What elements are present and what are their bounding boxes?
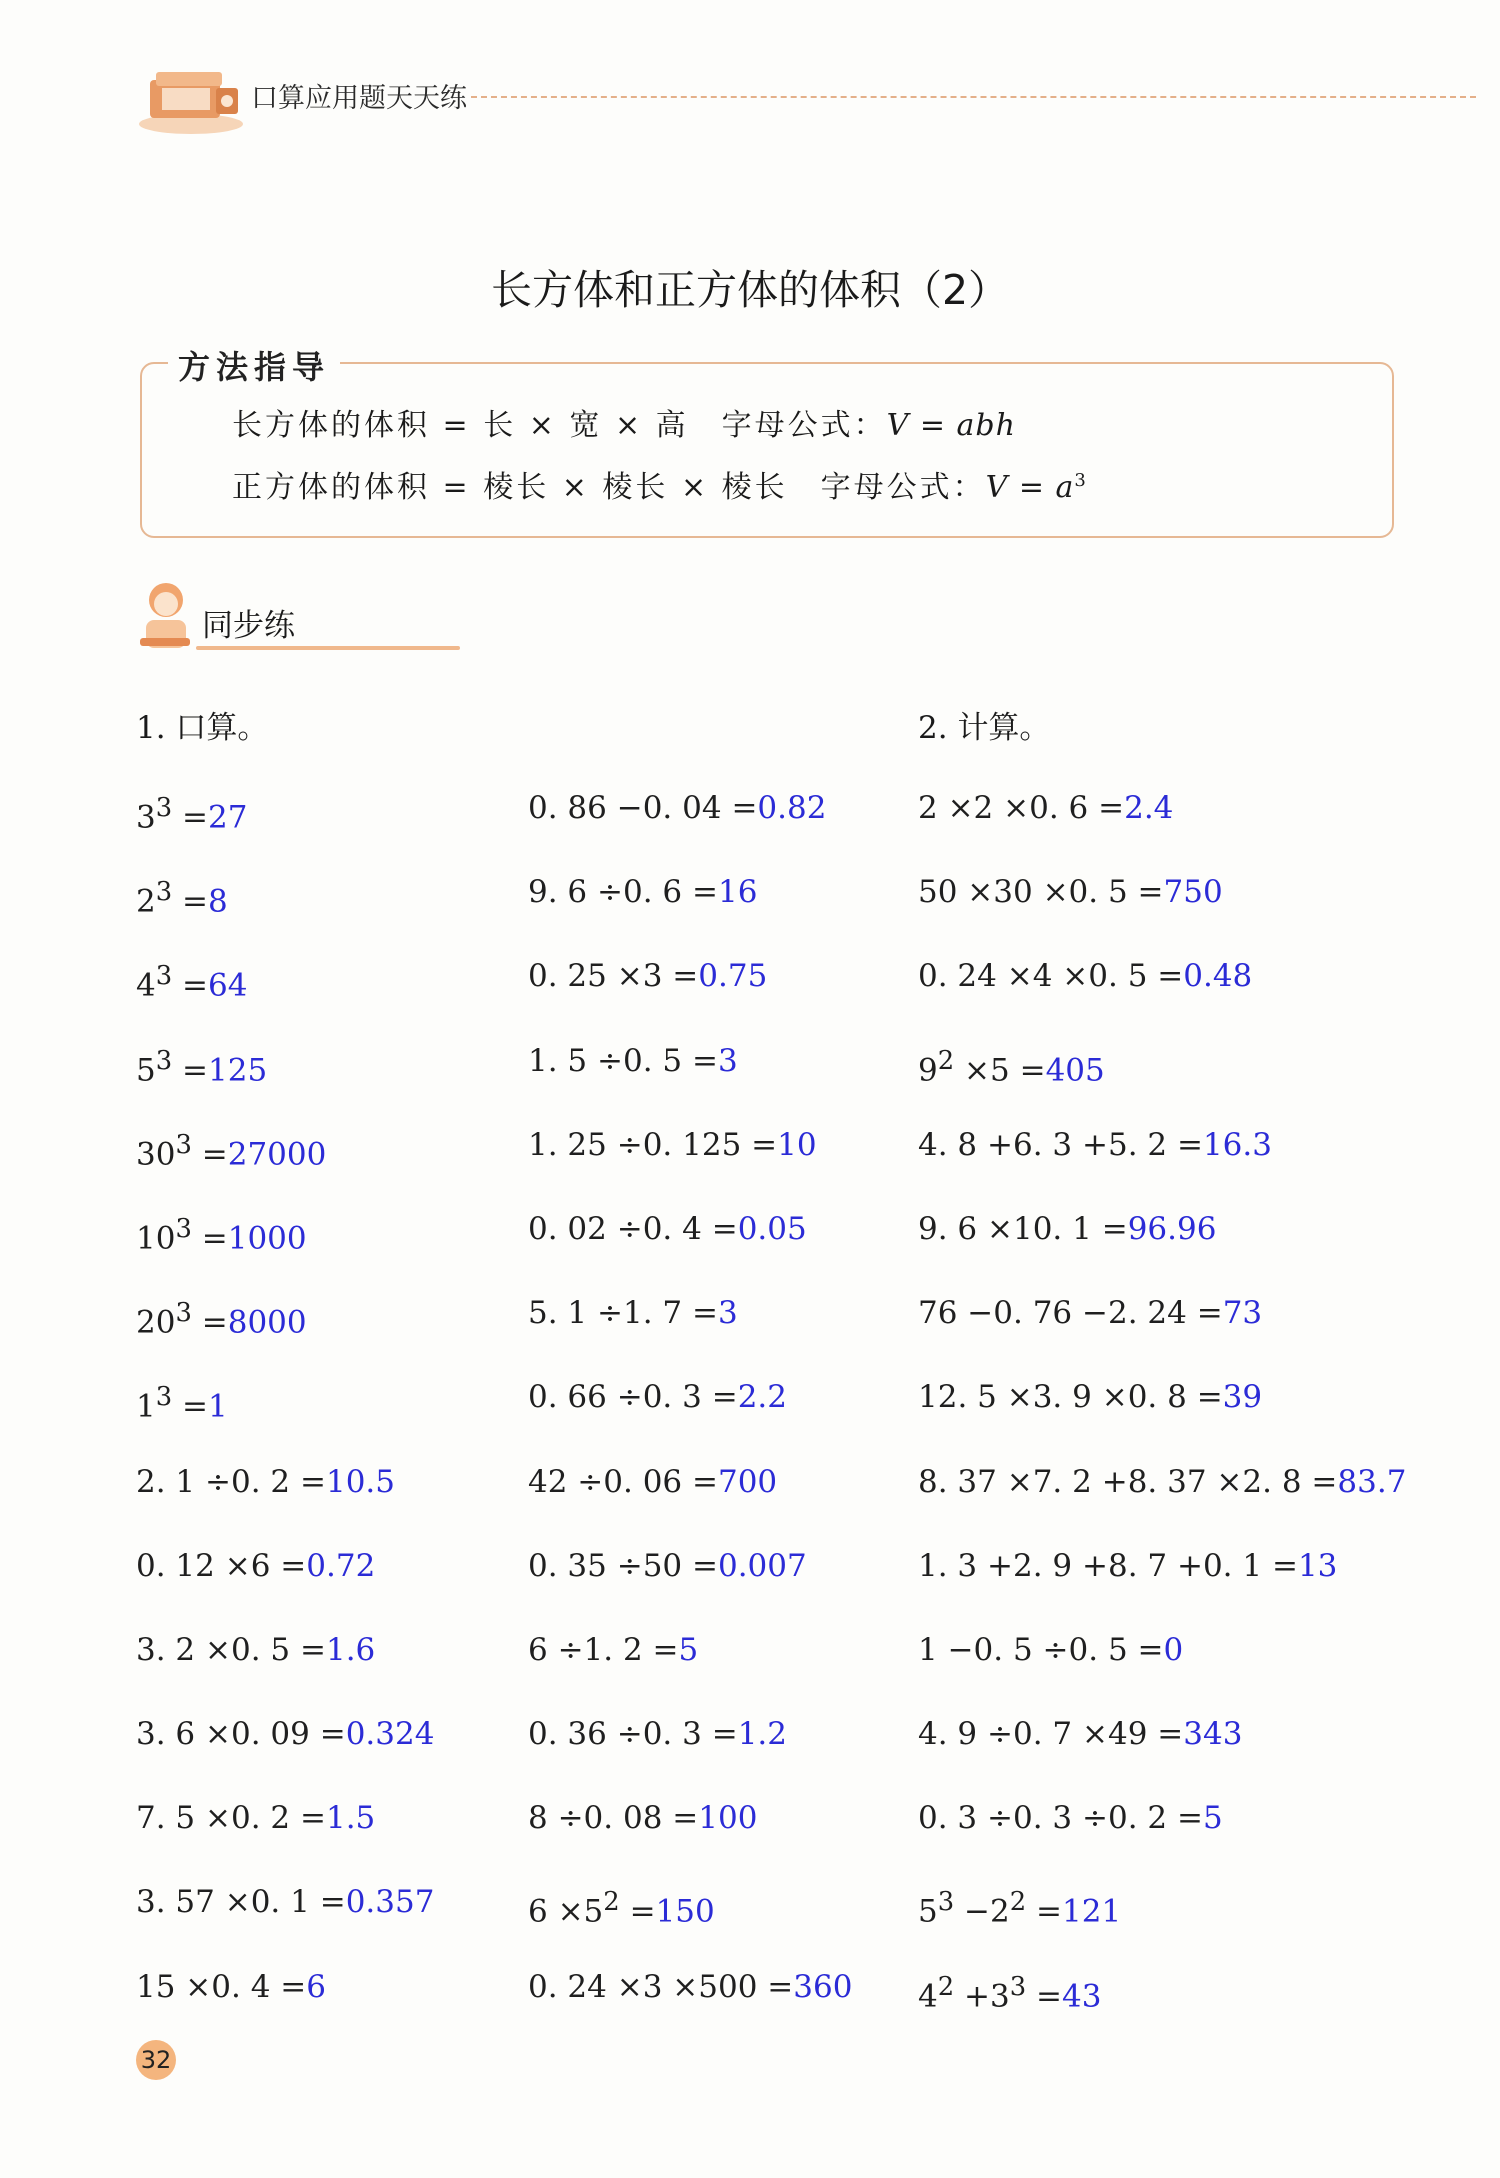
exercise-expression: ×5 = <box>954 1051 1046 1088</box>
answer: 0.48 <box>1183 958 1253 995</box>
exercise-expression: 1 −0. 5 ÷0. 5 = <box>918 1631 1164 1668</box>
exercise-row <box>528 1211 852 1295</box>
answer: 1.2 <box>737 1716 788 1753</box>
formula-exponent: 3 <box>1074 470 1089 491</box>
exercise-expression: −2 <box>954 1893 1010 1930</box>
answer: 700 <box>717 1463 778 1500</box>
answer: 150 <box>655 1893 715 1930</box>
exercise-row <box>918 1548 1406 1632</box>
exercise-row <box>136 958 434 1042</box>
exercise-row <box>918 1211 1406 1295</box>
exercise-row <box>918 1464 1406 1548</box>
answer: 27000 <box>227 1136 327 1173</box>
answer: 96.96 <box>1127 1210 1217 1247</box>
formula-letters: V = abh <box>886 408 1016 443</box>
exercise-expression: 30 <box>136 1136 176 1173</box>
exercise-row <box>136 1211 434 1295</box>
method-guide-title: 方法指导 <box>168 342 340 388</box>
exercise-row <box>918 1379 1406 1463</box>
exercise-expression: 1 <box>136 1388 156 1425</box>
answer: 6 <box>306 1968 326 2005</box>
answer: 0.007 <box>717 1547 807 1584</box>
exponent: 3 <box>937 1887 955 1918</box>
exercise-row <box>136 1043 434 1127</box>
answer: 2.4 <box>1124 790 1174 826</box>
answer: 73 <box>1222 1295 1263 1332</box>
exercise-row <box>528 1800 852 1884</box>
exponent: 3 <box>175 1129 192 1160</box>
exercise-row <box>136 1548 434 1632</box>
book-stack-icon <box>136 58 246 138</box>
answer: 13 <box>1297 1547 1338 1584</box>
exercise-row <box>918 1127 1406 1211</box>
answer: 43 <box>1062 1977 1102 2014</box>
answer: 16 <box>717 874 758 911</box>
formula-text: 正方体的体积 = 棱长 × 棱长 × 棱长 字母公式： <box>232 470 986 505</box>
exponent: 3 <box>155 793 173 823</box>
exercise-row <box>136 874 434 958</box>
exercise-row <box>918 1800 1406 1884</box>
answer: 343 <box>1183 1716 1243 1753</box>
exercise-expression: = <box>172 1388 209 1425</box>
exercise-row <box>918 958 1406 1042</box>
exercise-row <box>918 1969 1406 2053</box>
section-title: 计算。 <box>957 710 1051 746</box>
exercise-expression: 42 ÷0. 06 = <box>528 1463 718 1500</box>
answer: 1 <box>208 1388 228 1425</box>
answer: 39 <box>1222 1379 1263 1416</box>
answer: 16.3 <box>1202 1126 1272 1163</box>
header-divider <box>471 96 1476 98</box>
exercise-expression: = <box>1026 1977 1063 2014</box>
exercise-expression: 12. 5 ×3. 9 ×0. 8 = <box>918 1379 1223 1416</box>
exercise-expression: 0. 86 −0. 04 = <box>528 790 758 826</box>
exercise-expression: 4 <box>136 967 156 1004</box>
exercise-row <box>136 1379 434 1463</box>
answer: 27 <box>208 799 248 836</box>
exercise-expression: 1. 3 +2. 9 +8. 7 +0. 1 = <box>918 1547 1298 1584</box>
exercise-expression: 0. 24 ×4 ×0. 5 = <box>918 958 1184 995</box>
sync-underline <box>196 646 460 650</box>
cuboid-volume-formula <box>232 400 1016 444</box>
exercise-expression: 50 ×30 ×0. 5 = <box>918 874 1164 911</box>
exercise-expression: 9. 6 ×10. 1 = <box>918 1210 1128 1247</box>
exercise-row <box>528 1548 852 1632</box>
exercise-row <box>528 1043 852 1127</box>
exercise-expression: 8. 37 ×7. 2 +8. 37 ×2. 8 = <box>918 1463 1338 1500</box>
exercise-expression: 20 <box>136 1304 176 1341</box>
exercise-expression: = <box>1026 1893 1063 1930</box>
exercise-expression: 8 ÷0. 08 = <box>528 1800 699 1837</box>
exercise-expression: = <box>191 1220 228 1257</box>
exercise-row <box>136 1969 434 2053</box>
answer: 2.2 <box>737 1379 788 1416</box>
exercise-expression: 1. 25 ÷0. 125 = <box>528 1126 778 1163</box>
answer: 0.357 <box>345 1884 435 1921</box>
exercise-expression: 0. 35 ÷50 = <box>528 1547 718 1584</box>
exponent: 3 <box>155 1382 173 1413</box>
section-title: 口算。 <box>175 710 269 746</box>
exercise-row <box>528 790 852 874</box>
exercise-expression: 2 <box>136 883 156 920</box>
formula-letters: V = a <box>985 470 1075 505</box>
formula-text: 长方体的体积 = 长 × 宽 × 高 字母公式： <box>232 408 887 443</box>
exercise-expression: 4 <box>918 1977 938 2014</box>
exponent: 2 <box>937 1045 955 1076</box>
exponent: 3 <box>175 1298 192 1329</box>
exercise-row <box>918 1632 1406 1716</box>
exercise-expression: 6 ×5 <box>528 1893 604 1930</box>
exercise-expression: = <box>619 1893 656 1930</box>
exercise-expression: 4. 8 +6. 3 +5. 2 = <box>918 1126 1203 1163</box>
sync-practice-label: 同步练 <box>202 608 295 644</box>
exercise-expression: = <box>172 799 209 836</box>
exercise-row <box>528 1127 852 1211</box>
exercise-row <box>136 1884 434 1968</box>
lesson-title: 长方体和正方体的体积（2） <box>490 266 1010 314</box>
exercise-row <box>528 1884 852 1968</box>
exercise-expression: 9 <box>918 1051 938 1088</box>
exercise-expression: 10 <box>136 1220 176 1257</box>
page-number: 32 <box>136 2040 176 2080</box>
answer: 64 <box>208 967 248 1004</box>
answer: 0.75 <box>698 958 768 995</box>
section-1-heading <box>136 702 268 747</box>
exercise-expression: 3. 57 ×0. 1 = <box>136 1884 346 1921</box>
exercise-expression: 3 <box>136 799 156 836</box>
exercise-row <box>918 874 1406 958</box>
exercise-expression: 1. 5 ÷0. 5 = <box>528 1042 718 1079</box>
exercise-expression: 0. 12 ×6 = <box>136 1547 307 1584</box>
answer: 1000 <box>227 1220 307 1257</box>
exercise-expression: 2 ×2 ×0. 6 = <box>918 790 1125 826</box>
page-header <box>136 58 1476 138</box>
exercise-expression: 5 <box>918 1893 938 1930</box>
method-guide-box <box>140 348 1394 538</box>
exercise-expression: = <box>172 1051 209 1088</box>
exercise-expression: 3. 2 ×0. 5 = <box>136 1631 326 1668</box>
answer: 10.5 <box>325 1463 395 1500</box>
answer: 0.72 <box>306 1547 376 1584</box>
section-number: 1. <box>136 710 166 746</box>
exercise-expression: = <box>172 883 209 920</box>
answer: 3 <box>717 1042 738 1079</box>
section-2-heading <box>918 702 1050 747</box>
section-number: 2. <box>918 710 948 746</box>
answer: 405 <box>1045 1051 1105 1088</box>
answer: 8 <box>208 883 228 920</box>
exercise-expression: = <box>191 1304 228 1341</box>
exercise-row <box>136 1632 434 1716</box>
header-title: 口算应用题天天练 <box>251 83 467 114</box>
exponent: 3 <box>155 961 173 992</box>
answer: 1.5 <box>325 1800 376 1837</box>
exponent: 3 <box>1009 1971 1027 2002</box>
exponent: 3 <box>175 1213 192 1244</box>
exercise-row <box>528 958 852 1042</box>
exercise-expression: 15 ×0. 4 = <box>136 1968 307 2005</box>
exercise-row <box>136 1800 434 1884</box>
exercise-expression: 9. 6 ÷0. 6 = <box>528 874 718 911</box>
answer: 750 <box>1163 874 1223 911</box>
exercise-row <box>528 1632 852 1716</box>
exercise-expression: 4. 9 ÷0. 7 ×49 = <box>918 1716 1184 1753</box>
exercise-row <box>528 1464 852 1548</box>
answer: 0.05 <box>737 1210 807 1247</box>
exercise-expression: 5 <box>136 1051 156 1088</box>
mental-math-column-1 <box>136 790 434 2053</box>
exponent: 2 <box>603 1887 620 1918</box>
exercise-expression: 0. 25 ×3 = <box>528 958 699 995</box>
exercise-expression: 0. 66 ÷0. 3 = <box>528 1379 738 1416</box>
answer: 125 <box>208 1051 268 1088</box>
exercise-row <box>136 1127 434 1211</box>
mental-math-column-2 <box>528 790 852 2053</box>
exercise-expression: = <box>191 1136 228 1173</box>
answer: 100 <box>698 1800 758 1837</box>
exercise-row <box>528 874 852 958</box>
exercise-expression: 0. 3 ÷0. 3 ÷0. 2 = <box>918 1800 1203 1837</box>
exercise-expression: 0. 02 ÷0. 4 = <box>528 1210 738 1247</box>
exercise-row <box>136 1716 434 1800</box>
exercise-row <box>136 1464 434 1548</box>
answer: 0.82 <box>757 790 827 826</box>
exercise-expression: 0. 36 ÷0. 3 = <box>528 1716 738 1753</box>
exponent: 2 <box>937 1971 955 2002</box>
exponent: 2 <box>1009 1887 1027 1918</box>
answer: 1.6 <box>325 1631 376 1668</box>
exercise-row <box>528 1969 852 2053</box>
student-reading-icon <box>136 578 194 654</box>
exercise-row <box>918 1884 1406 1968</box>
answer: 3 <box>717 1295 738 1332</box>
answer: 0 <box>1163 1631 1184 1668</box>
calculation-column <box>918 790 1406 2053</box>
exponent: 3 <box>155 877 173 908</box>
exercise-expression: 0. 24 ×3 ×500 = <box>528 1968 794 2005</box>
answer: 83.7 <box>1337 1463 1407 1500</box>
exercise-row <box>918 1043 1406 1127</box>
exercise-row <box>918 1295 1406 1379</box>
answer: 360 <box>793 1968 853 2005</box>
exercise-expression: 3. 6 ×0. 09 = <box>136 1716 346 1753</box>
exercise-row <box>528 1295 852 1379</box>
exercise-expression: 2. 1 ÷0. 2 = <box>136 1463 326 1500</box>
exercise-expression: 5. 1 ÷1. 7 = <box>528 1295 718 1332</box>
exercise-row <box>528 1716 852 1800</box>
exercise-row <box>918 1716 1406 1800</box>
cube-volume-formula <box>232 462 1089 506</box>
exponent: 3 <box>155 1045 173 1076</box>
exercise-row <box>528 1379 852 1463</box>
exercise-row <box>136 1295 434 1379</box>
exercise-expression: +3 <box>954 1977 1010 2014</box>
exercise-expression: = <box>172 967 209 1004</box>
exercise-row <box>918 790 1406 874</box>
answer: 5 <box>1202 1800 1223 1837</box>
exercise-expression: 7. 5 ×0. 2 = <box>136 1800 326 1837</box>
exercise-expression: 6 ÷1. 2 = <box>528 1631 679 1668</box>
answer: 5 <box>678 1631 699 1668</box>
answer: 121 <box>1062 1893 1122 1930</box>
exercise-expression: 76 −0. 76 −2. 24 = <box>918 1295 1223 1332</box>
answer: 0.324 <box>345 1716 435 1753</box>
answer: 8000 <box>227 1304 307 1341</box>
sync-practice-badge <box>136 578 336 658</box>
answer: 10 <box>777 1126 817 1163</box>
exercise-row <box>136 790 434 874</box>
